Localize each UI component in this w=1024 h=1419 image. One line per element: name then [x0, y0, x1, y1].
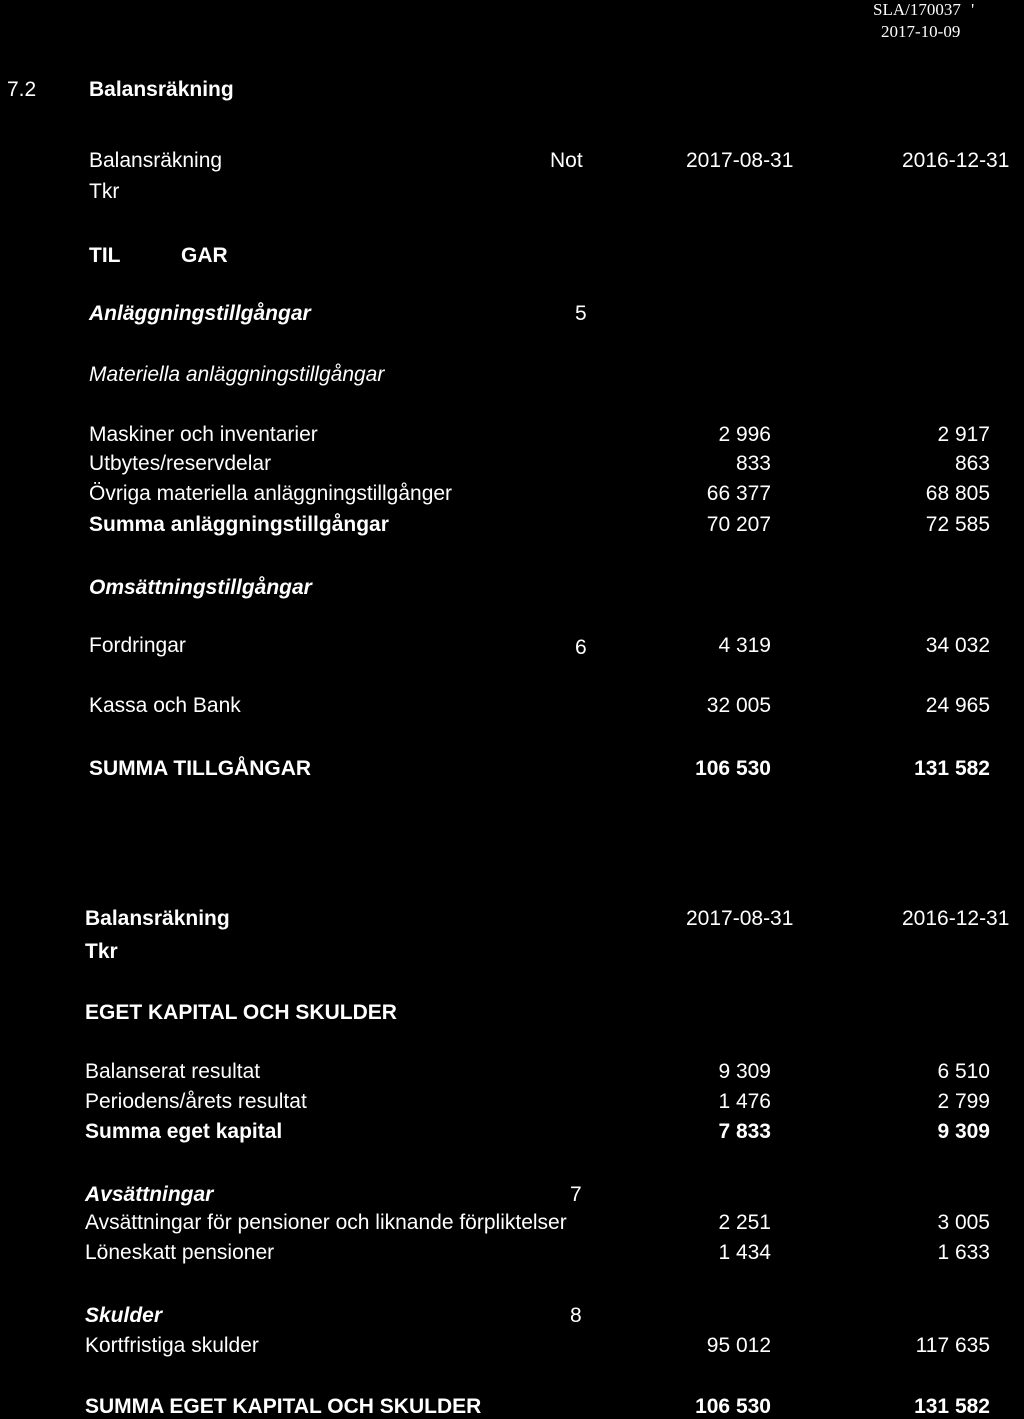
assets-col-2017: 2017-08-31: [686, 149, 794, 172]
provisions-not: 7: [570, 1183, 582, 1206]
asset-row-value-2016: 863: [954, 452, 990, 475]
assets-col-2016: 2016-12-31: [902, 149, 1010, 172]
asset-row-label: Övriga materiella anläggningstillgånger: [89, 482, 453, 505]
sum-fixed-assets-label: Summa anläggningstillgångar: [89, 513, 389, 536]
liabilities-col-2017: 2017-08-31: [686, 907, 794, 930]
liabilities-unit: Tkr: [85, 940, 118, 963]
asset-row-value-2017: 833: [735, 452, 771, 475]
total-assets-label: SUMMA TILLGÅNGAR: [89, 757, 312, 780]
provision-row-label: Löneskatt pensioner: [85, 1241, 275, 1264]
assets-unit: Tkr: [89, 180, 120, 203]
current-assets-label: Omsättningstillgångar: [89, 576, 312, 599]
document-ref-mark: ': [971, 0, 975, 19]
cash-label: Kassa och Bank: [89, 694, 241, 717]
liabilities-col-2016: 2016-12-31: [902, 907, 1010, 930]
receivables-not: 6: [575, 636, 587, 659]
document-ref-text: SLA/170037: [873, 0, 961, 19]
equity-row-2016: 6 510: [937, 1060, 990, 1083]
asset-row-value-2016: 68 805: [925, 482, 990, 505]
fixed-assets-not: 5: [575, 302, 587, 325]
section-title: Balansräkning: [89, 78, 234, 101]
receivables-2016: 34 032: [925, 634, 990, 657]
provision-row-2017: 1 434: [718, 1241, 771, 1264]
debts-not: 8: [570, 1304, 582, 1327]
receivables-label: Fordringar: [89, 634, 186, 657]
assets-title-part1: TIL: [89, 244, 121, 267]
liabilities-heading: Balansräkning: [85, 907, 230, 930]
sum-equity-2016: 9 309: [937, 1120, 990, 1143]
equity-row-label: Balanserat resultat: [85, 1060, 261, 1083]
section-number: 7.2: [7, 78, 37, 101]
total-assets-2016: 131 582: [914, 757, 990, 780]
document-ref: [873, 0, 974, 20]
provision-row-label: Avsättningar för pensioner och liknande förpliktelser: [85, 1211, 567, 1234]
total-liabilities-2017: 106 530: [695, 1395, 771, 1418]
short-term-debts-label: Kortfristiga skulder: [85, 1334, 259, 1357]
asset-row-label: Utbytes/reservdelar: [89, 452, 272, 475]
asset-row-value-2017: 66 377: [706, 482, 771, 505]
short-term-debts-2017: 95 012: [706, 1334, 771, 1357]
sum-fixed-assets-2017: 70 207: [706, 513, 771, 536]
sum-fixed-assets-2016: 72 585: [925, 513, 990, 536]
document-date: 2017-10-09: [881, 22, 961, 41]
equity-row-label: Periodens/årets resultat: [85, 1090, 307, 1113]
sum-equity-2017: 7 833: [718, 1120, 771, 1143]
receivables-2017: 4 319: [718, 634, 771, 657]
assets-title-part2: GAR: [181, 244, 228, 267]
equity-row-2017: 1 476: [718, 1090, 771, 1113]
provision-row-2017: 2 251: [718, 1211, 771, 1234]
tangible-assets-label: Materiella anläggningstillgångar: [89, 363, 385, 386]
asset-row-label: Maskiner och inventarier: [89, 423, 318, 446]
cash-2017: 32 005: [706, 694, 771, 717]
provision-row-2016: 3 005: [937, 1211, 990, 1234]
debts-label: Skulder: [85, 1304, 163, 1327]
assets-heading: Balansräkning: [89, 149, 223, 172]
total-liabilities-label: SUMMA EGET KAPITAL OCH SKULDER: [85, 1395, 482, 1418]
provision-row-2016: 1 633: [937, 1241, 990, 1264]
liabilities-title: EGET KAPITAL OCH SKULDER: [85, 1001, 397, 1024]
asset-row-value-2017: 2 996: [718, 423, 771, 446]
equity-row-2016: 2 799: [937, 1090, 990, 1113]
total-liabilities-2016: 131 582: [914, 1395, 990, 1418]
asset-row-value-2016: 2 917: [937, 423, 990, 446]
sum-equity-label: Summa eget kapital: [85, 1120, 283, 1143]
fixed-assets-label: Anläggningstillgångar: [89, 302, 311, 325]
cash-2016: 24 965: [925, 694, 990, 717]
total-assets-2017: 106 530: [695, 757, 771, 780]
provisions-label: Avsättningar: [85, 1183, 214, 1206]
short-term-debts-2016: 117 635: [915, 1334, 990, 1357]
equity-row-2017: 9 309: [718, 1060, 771, 1083]
assets-col-not: Not: [550, 149, 583, 172]
